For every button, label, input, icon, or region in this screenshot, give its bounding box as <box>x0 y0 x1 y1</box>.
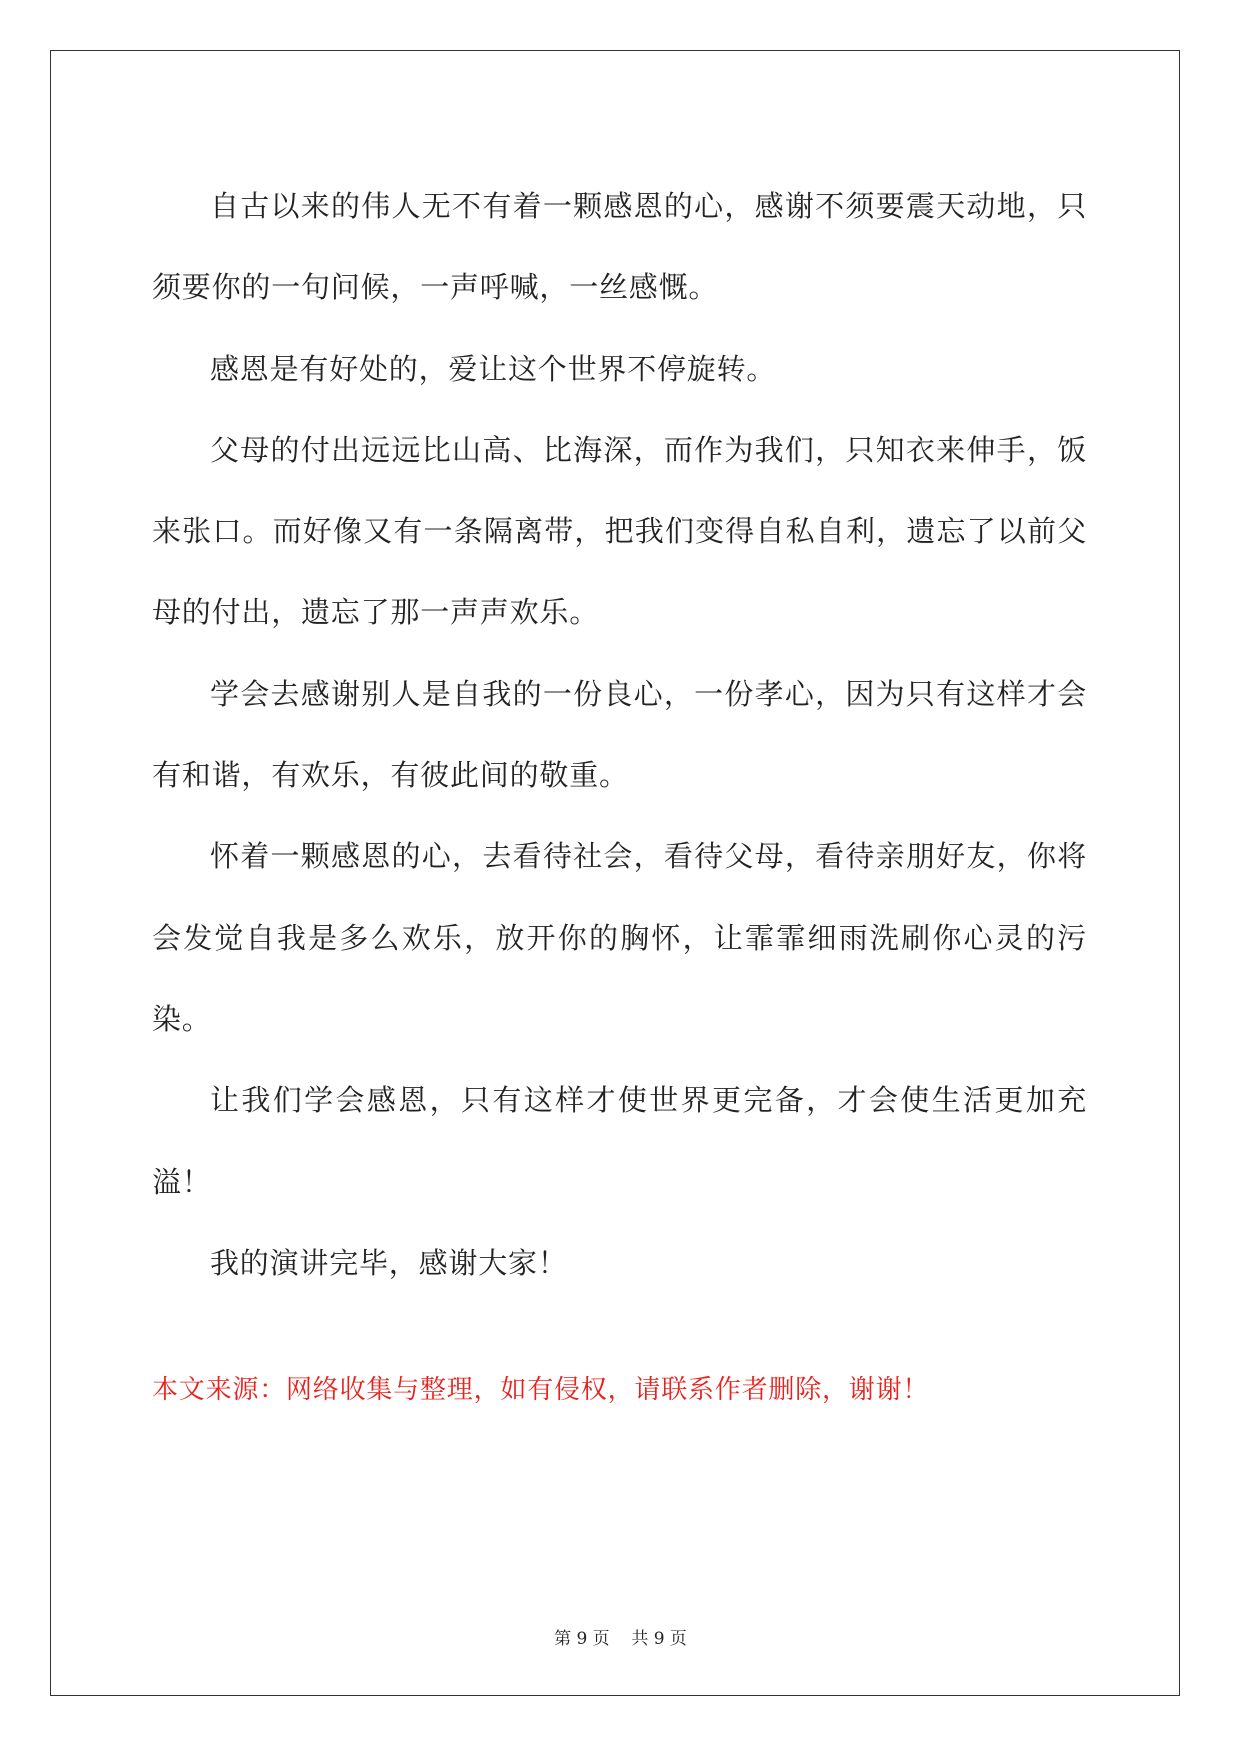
page-footer <box>0 1624 1241 1649</box>
footer-spacer <box>610 1629 632 1649</box>
paragraph: 自古以来的伟人无不有着一颗感恩的心，感谢不须要震天动地，只须要你的一句问候，一声呼喊，一丝感慨。 <box>152 189 1087 305</box>
paragraph: 学会去感谢别人是自我的一份良心，一份孝心，因为只有这样才会有和谐，有欢乐，有彼此间的敬重。 <box>152 676 1087 793</box>
page-total: 共 9 页 <box>631 1629 687 1649</box>
paragraph: 怀着一颗感恩的心，去看待社会，看待父母，看待亲朋好友，你将会发觉自我是多么欢乐，放开你的胸怀，让霏霏细雨洗刷你心灵的污染。 <box>152 839 1087 1036</box>
paragraph: 让我们学会感恩，只有这样才使世界更完备，才会使生活更加充溢！ <box>152 1083 1087 1199</box>
page-number: 第 9 页 <box>554 1629 610 1649</box>
paragraph: 父母的付出远远比山高、比海深，而作为我们，只知衣来伸手，饭来张口。而好像又有一条隔离带，把我们变得自私自利，遗忘了以前父母的付出，遗忘了那一声声欢乐。 <box>152 432 1087 630</box>
paragraph: 感恩是有好处的，爱让这个世界不停旋转。 <box>210 351 777 386</box>
source-notice: 本文来源：网络收集与整理，如有侵权，请联系作者删除，谢谢！ <box>152 1375 930 1405</box>
paragraph: 我的演讲完毕，感谢大家！ <box>210 1245 568 1280</box>
document-body <box>152 166 1087 1304</box>
